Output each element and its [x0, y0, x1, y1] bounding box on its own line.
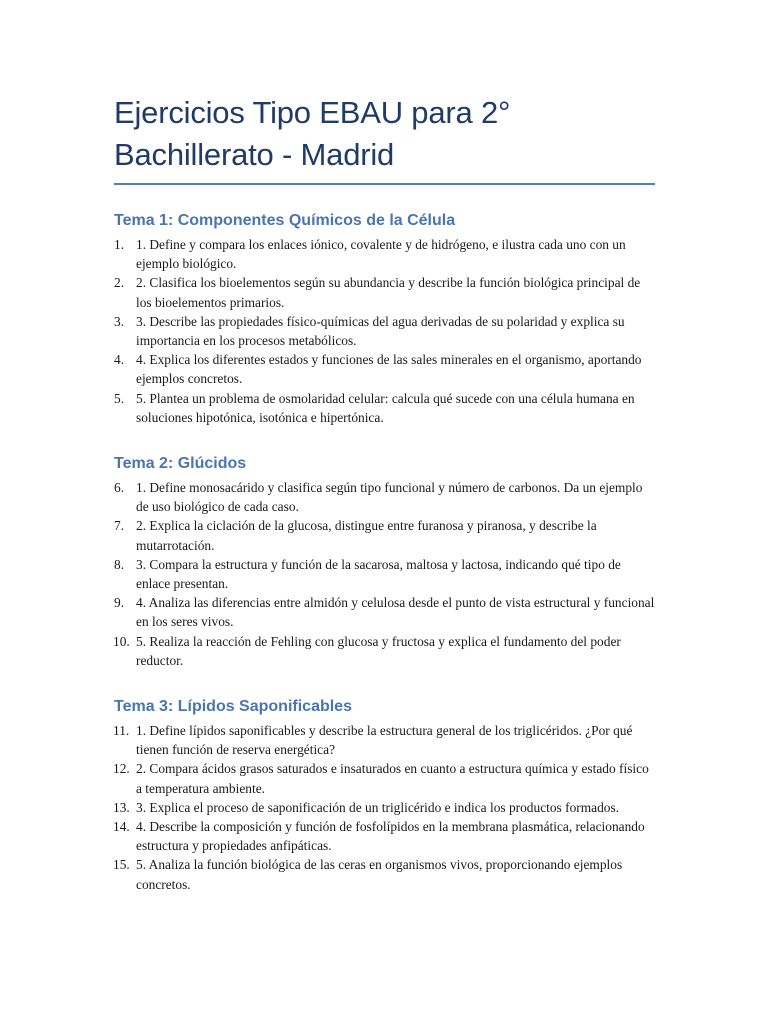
- item-text: 1. Define monosacárido y clasifica según tipo funcional y número de carbonos. Da un ejemplo de uso biológico de cada caso.: [136, 480, 643, 515]
- title-line-1: Ejercicios Tipo EBAU para 2°: [114, 95, 511, 130]
- item-number: 7.: [114, 518, 125, 534]
- item-number: 12.: [113, 761, 130, 777]
- list-item: [114, 273, 655, 311]
- item-number: 4.: [114, 352, 125, 368]
- item-text: 3. Compara la estructura y función de la sacarosa, maltosa y lactosa, indicando qué tipo de enlace presentan.: [136, 556, 621, 592]
- document-title: [114, 92, 655, 176]
- list-item: [114, 312, 655, 350]
- list-item: [114, 798, 655, 817]
- list-item: [114, 817, 655, 855]
- section-heading: Tema 1: Componentes Químicos de la Célula: [114, 212, 456, 229]
- item-number: 11.: [113, 723, 130, 739]
- item-text: 5. Plantea un problema de osmolaridad celular: calcula qué sucede con una célula humana en soluciones hipotónica, isotónica e hipertónica.: [136, 390, 635, 425]
- list-item: [114, 721, 655, 759]
- title-divider: [114, 183, 655, 185]
- list-item: [114, 555, 655, 593]
- item-number: 10.: [113, 633, 130, 649]
- item-text: 5. Analiza la función biológica de las ceras en organismos vivos, proporcionando ejemplos concretos.: [136, 857, 623, 892]
- item-text: 2. Clasifica los bioelementos según su abundancia y describe la función biológica principal de los bioelementos primarios.: [136, 275, 641, 310]
- item-number: 9.: [114, 595, 125, 611]
- section-tema-1: [114, 211, 655, 427]
- list-item: [114, 516, 655, 554]
- item-number: 5.: [114, 390, 125, 406]
- list-item: [114, 759, 655, 797]
- section-tema-3: [114, 697, 655, 894]
- list-item: [114, 478, 655, 516]
- list-item: [114, 389, 655, 427]
- item-text: 3. Explica el proceso de saponificación de un triglicérido e indica los productos formados.: [136, 799, 620, 815]
- list-item: [114, 632, 655, 670]
- item-number: 15.: [113, 857, 130, 873]
- item-number: 8.: [114, 556, 125, 572]
- item-text: 2. Compara ácidos grasos saturados e insaturados en cuanto a estructura química y estado físico a temperatura ambiente.: [136, 761, 649, 796]
- item-text: 1. Define y compara los enlaces iónico, covalente y de hidrógeno, e ilustra cada uno con un ejemplo biológico.: [136, 237, 626, 272]
- item-text: 1. Define lípidos saponificables y describe la estructura general de los triglicéridos. ¿Por qué tienen función de reserva energética?: [136, 723, 633, 758]
- item-number: 1.: [114, 237, 125, 252]
- exercise-list: [114, 478, 655, 670]
- item-number: 2.: [114, 275, 125, 291]
- item-number: 13.: [113, 799, 130, 815]
- item-text: 4. Explica los diferentes estados y funciones de las sales minerales en el organismo, aportando ejemplos concretos.: [136, 352, 642, 387]
- exercise-list: [114, 235, 655, 427]
- item-number: 14.: [113, 819, 130, 835]
- item-text: 3. Describe las propiedades físico-químicas del agua derivadas de su polaridad y explica su importancia en los procesos metabólicos.: [136, 313, 625, 349]
- list-item: [114, 350, 655, 388]
- list-item: [114, 235, 655, 273]
- section-tema-2: [114, 454, 655, 670]
- item-number: 6.: [114, 480, 125, 496]
- item-text: 4. Describe la composición y función de fosfolípidos en la membrana plasmática, relacionando estructura y propiedades anfipáticas.: [136, 819, 645, 854]
- item-text: 5. Realiza la reacción de Fehling con glucosa y fructosa y explica el fundamento del poder reductor.: [136, 633, 621, 668]
- section-heading: Tema 3: Lípidos Saponificables: [114, 698, 352, 716]
- item-number: 3.: [114, 313, 125, 329]
- list-item: [114, 855, 655, 893]
- title-line-2: Bachillerato - Madrid: [114, 137, 395, 172]
- item-text: 4. Analiza las diferencias entre almidón y celulosa desde el punto de vista estructural y funcional en los seres vivos.: [136, 595, 655, 630]
- section-heading: Tema 2: Glúcidos: [114, 455, 247, 473]
- item-text: 2. Explica la ciclación de la glucosa, distingue entre furanosa y piranosa, y describe la mutarrotación.: [136, 518, 597, 553]
- exercise-list: [114, 721, 655, 894]
- document-page: [114, 92, 655, 894]
- list-item: [114, 593, 655, 631]
